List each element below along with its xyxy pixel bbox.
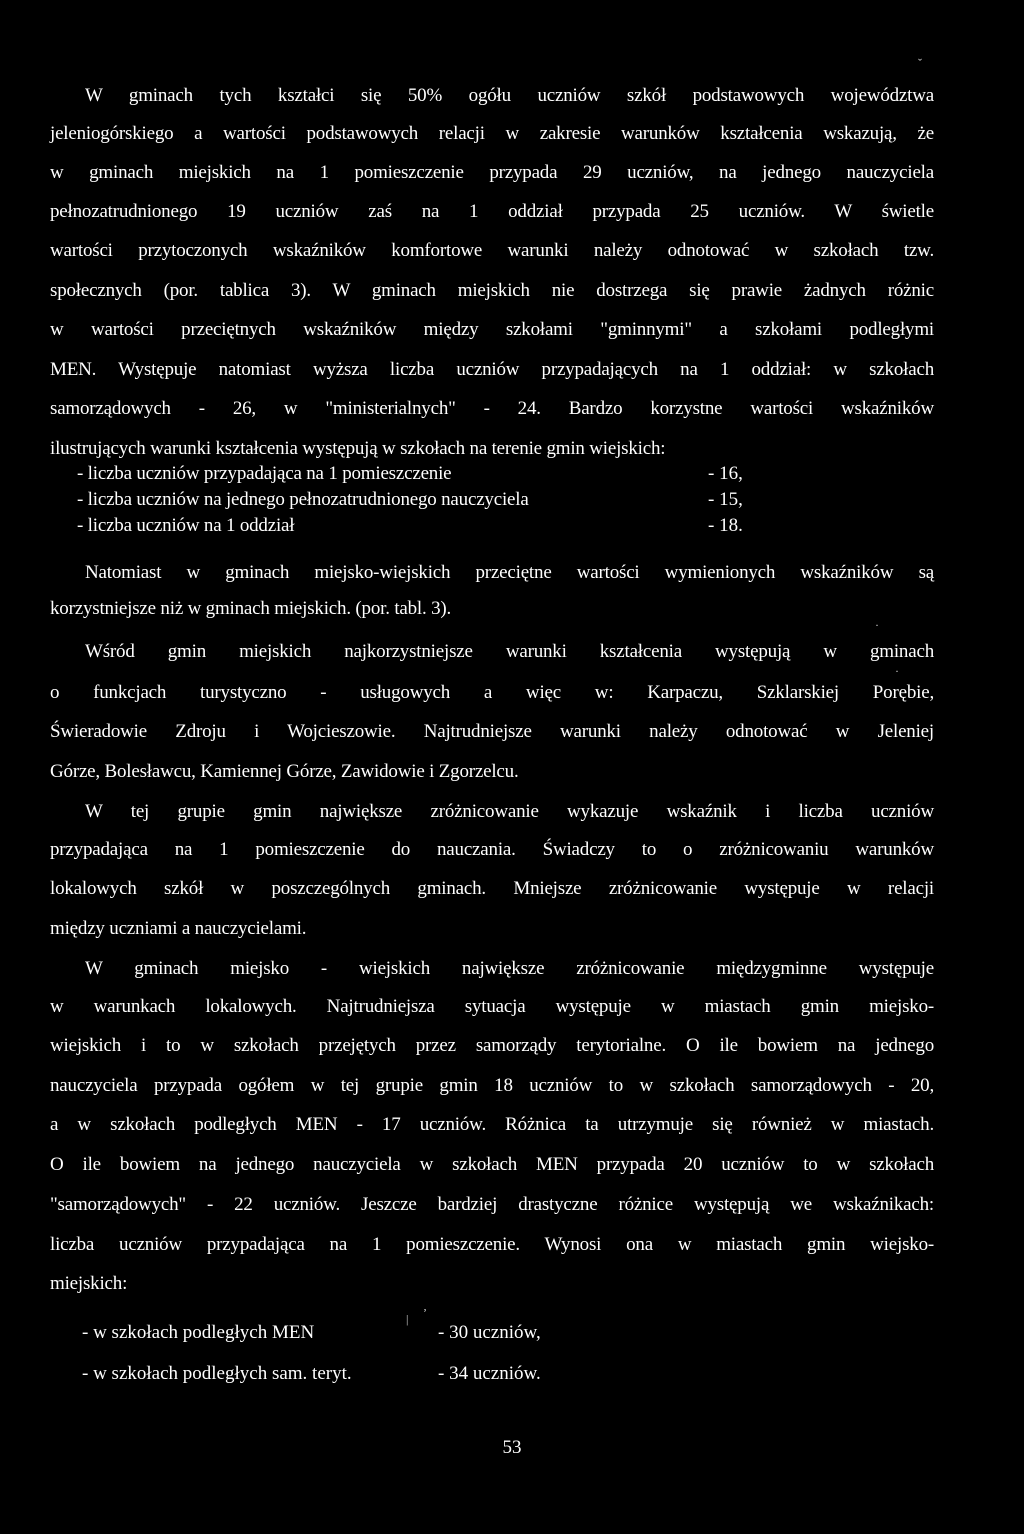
- text-line: społecznych (por. tablica 3). W gminach miejskich nie dostrzega się prawie żadnych różnic: [50, 280, 934, 301]
- scan-speck-icon: |: [406, 1312, 409, 1326]
- page-number: 53: [502, 1437, 522, 1458]
- text-line: O ile bowiem na jednego nauczyciela w szkołach MEN przypada 20 uczniów to w szkołach: [50, 1154, 934, 1175]
- text-line: W gminach miejsko - wiejskich największe zróżnicowanie międzygminne występuje: [85, 958, 934, 979]
- list-item-label: - liczba uczniów na jednego pełnozatrudnionego nauczyciela: [77, 489, 529, 510]
- text-line: "samorządowych" - 22 uczniów. Jeszcze bardziej drastyczne różnice występują we wskaźnikach:: [50, 1194, 934, 1215]
- text-line: jeleniogórskiego a wartości podstawowych relacji w zakresie warunków kształcenia wskazują, że: [50, 123, 934, 144]
- scan-speck-icon: ·: [895, 664, 899, 678]
- scan-speck-icon: ·: [875, 618, 879, 632]
- list-item-label: - w szkołach podległych MEN: [82, 1322, 315, 1343]
- text-line: wartości przytoczonych wskaźników komfortowe warunki należy odnotować w szkołach tzw.: [50, 240, 934, 261]
- scan-speck-icon: ˇ: [918, 56, 922, 70]
- text-line: korzystniejsze niż w gminach miejskich. (por. tabl. 3).: [50, 598, 452, 619]
- text-line: wiejskich i to w szkołach przejętych przez samorządy terytorialne. O ile bowiem na jednego: [50, 1035, 934, 1056]
- text-line: w warunkach lokalowych. Najtrudniejsza sytuacja występuje w miastach gmin miejsko-: [50, 996, 934, 1017]
- text-line: W gminach tych kształci się 50% ogółu uczniów szkół podstawowych województwa: [85, 85, 934, 106]
- list-item-label: - w szkołach podległych sam. teryt.: [82, 1363, 352, 1384]
- text-line: lokalowych szkół w poszczególnych gminach. Mniejsze zróżnicowanie występuje w relacji: [50, 878, 934, 899]
- list-item-value: - 34 uczniów.: [438, 1363, 541, 1384]
- list-item-value: - 16,: [708, 463, 743, 484]
- list-item-value: - 15,: [708, 489, 743, 510]
- text-line: samorządowych - 26, w "ministerialnych" - 24. Bardzo korzystne wartości wskaźników: [50, 398, 934, 419]
- text-line: W tej grupie gmin największe zróżnicowanie wykazuje wskaźnik i liczba uczniów: [85, 801, 934, 822]
- text-line: Wśród gmin miejskich najkorzystniejsze warunki kształcenia występują w gminach: [85, 641, 934, 662]
- text-line: między uczniami a nauczycielami.: [50, 918, 307, 939]
- text-line: Świeradowie Zdroju i Wojcieszowie. Najtrudniejsze warunki należy odnotować w Jeleniej: [50, 721, 934, 742]
- list-item-label: - liczba uczniów przypadająca na 1 pomieszczenie: [77, 463, 452, 484]
- list-item-value: - 18.: [708, 515, 743, 536]
- scan-speck-icon: ʼ: [423, 1306, 427, 1320]
- text-line: o funkcjach turystyczno - usługowych a więc w: Karpaczu, Szklarskiej Porębie,: [50, 682, 934, 703]
- text-line: Natomiast w gminach miejsko-wiejskich przeciętne wartości wymienionych wskaźników są: [85, 562, 934, 583]
- text-line: w wartości przeciętnych wskaźników między szkołami "gminnymi" a szkołami podległymi: [50, 319, 934, 340]
- text-line: pełnozatrudnionego 19 uczniów zaś na 1 oddział przypada 25 uczniów. W świetle: [50, 201, 934, 222]
- text-line: miejskich:: [50, 1273, 128, 1294]
- list-item-value: - 30 uczniów,: [438, 1322, 541, 1343]
- text-line: przypadająca na 1 pomieszczenie do nauczania. Świadczy to o zróżnicowaniu warunków: [50, 839, 934, 860]
- text-line: Górze, Bolesławcu, Kamiennej Górze, Zawidowie i Zgorzelcu.: [50, 761, 519, 782]
- text-line: a w szkołach podległych MEN - 17 uczniów. Różnica ta utrzymuje się również w miastach.: [50, 1114, 934, 1135]
- list-item-label: - liczba uczniów na 1 oddział: [77, 515, 295, 536]
- text-line: MEN. Występuje natomiast wyższa liczba uczniów przypadających na 1 oddział: w szkołach: [50, 359, 934, 380]
- text-line: ilustrujących warunki kształcenia występują w szkołach na terenie gmin wiejskich:: [50, 438, 666, 459]
- text-line: liczba uczniów przypadająca na 1 pomieszczenie. Wynosi ona w miastach gmin wiejsko-: [50, 1234, 934, 1255]
- text-line: w gminach miejskich na 1 pomieszczenie przypada 29 uczniów, na jednego nauczyciela: [50, 162, 934, 183]
- text-line: nauczyciela przypada ogółem w tej grupie gmin 18 uczniów to w szkołach samorządowych - 20,: [50, 1075, 934, 1096]
